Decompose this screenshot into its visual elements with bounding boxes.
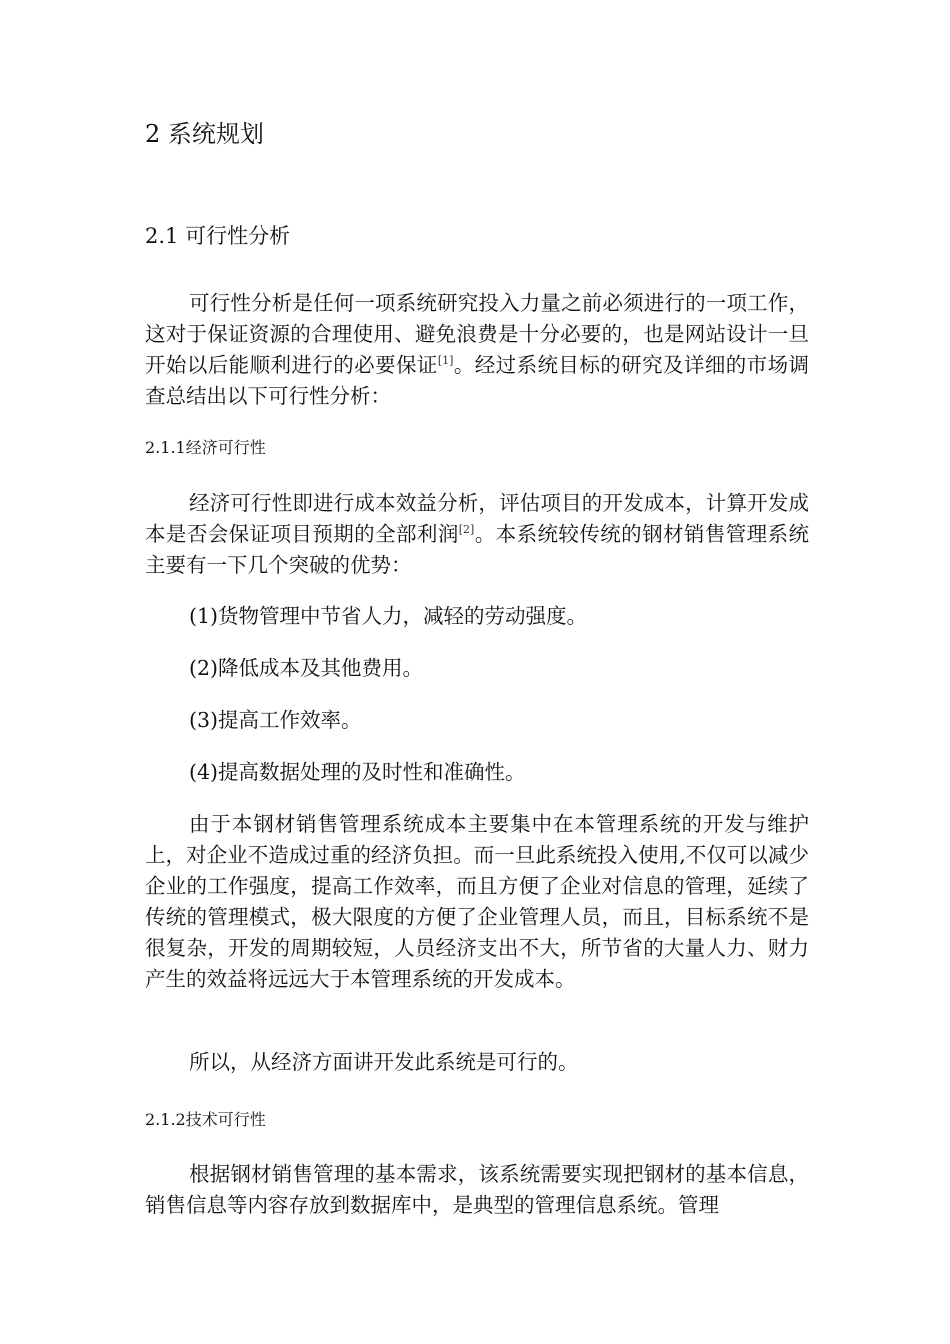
economic-paragraph-1 [145, 488, 809, 581]
technical-paragraph-1: 根据钢材销售管理的基本需求，该系统需要实现把钢材的基本信息，销售信息等内容存放到数据库中，是典型的管理信息系统。管理 [145, 1162, 809, 1217]
advantage-item-4: (4)提高数据处理的及时性和准确性。 [189, 760, 526, 784]
economic-conclusion: 所以，从经济方面讲开发此系统是可行的。 [189, 1050, 579, 1074]
section-title: 2.1 可行性分析 [145, 224, 291, 248]
intro-text-after: 。经过系统目标的研究及详细的市场调查总结出以下可行性分析： [145, 353, 809, 408]
advantage-item-3: (3)提高工作效率。 [189, 708, 362, 732]
intro-text-before: 可行性分析是任何一项系统研究投入力量之前必须进行的一项工作，这对于保证资源的合理使用、避免浪费是十分必要的，也是网站设计一旦开始以后能顺利进行的必要保证 [145, 291, 809, 377]
subsection-title-technical: 2.1.2技术可行性 [145, 1110, 266, 1129]
economic-text-after: 。本系统较传统的钢材销售管理系统主要有一下几个突破的优势： [145, 522, 810, 577]
subsection-title-economic: 2.1.1经济可行性 [145, 438, 266, 457]
economic-paragraph-2: 由于本钢材销售管理系统成本主要集中在本管理系统的开发与维护上，对企业不造成过重的经济负担。而一旦此系统投入使用,不仅可以减少企业的工作强度，提高工作效率，而且方便了企业对信息的管理，延续了传统的管理模式，极大限度的方便了企业管理人员，而且，目标系统不是很复杂，开发的周期较短，人员经济支出不大，所节省的大量人力、财力产生的效益将远远大于本管理系统的开发成本。 [145, 812, 809, 991]
economic-text-before: 经济可行性即进行成本效益分析，评估项目的开发成本，计算开发成本是否会保证项目预期的全部利润 [145, 491, 809, 546]
citation-2[interactable]: [2] [458, 523, 475, 536]
chapter-title: 2 系统规划 [145, 120, 264, 148]
citation-1[interactable]: [1] [437, 354, 454, 367]
advantage-item-2: (2)降低成本及其他费用。 [189, 656, 424, 680]
document-page [145, 0, 809, 1344]
intro-paragraph [145, 288, 809, 412]
advantage-item-1: (1)货物管理中节省人力，减轻的劳动强度。 [189, 604, 588, 628]
